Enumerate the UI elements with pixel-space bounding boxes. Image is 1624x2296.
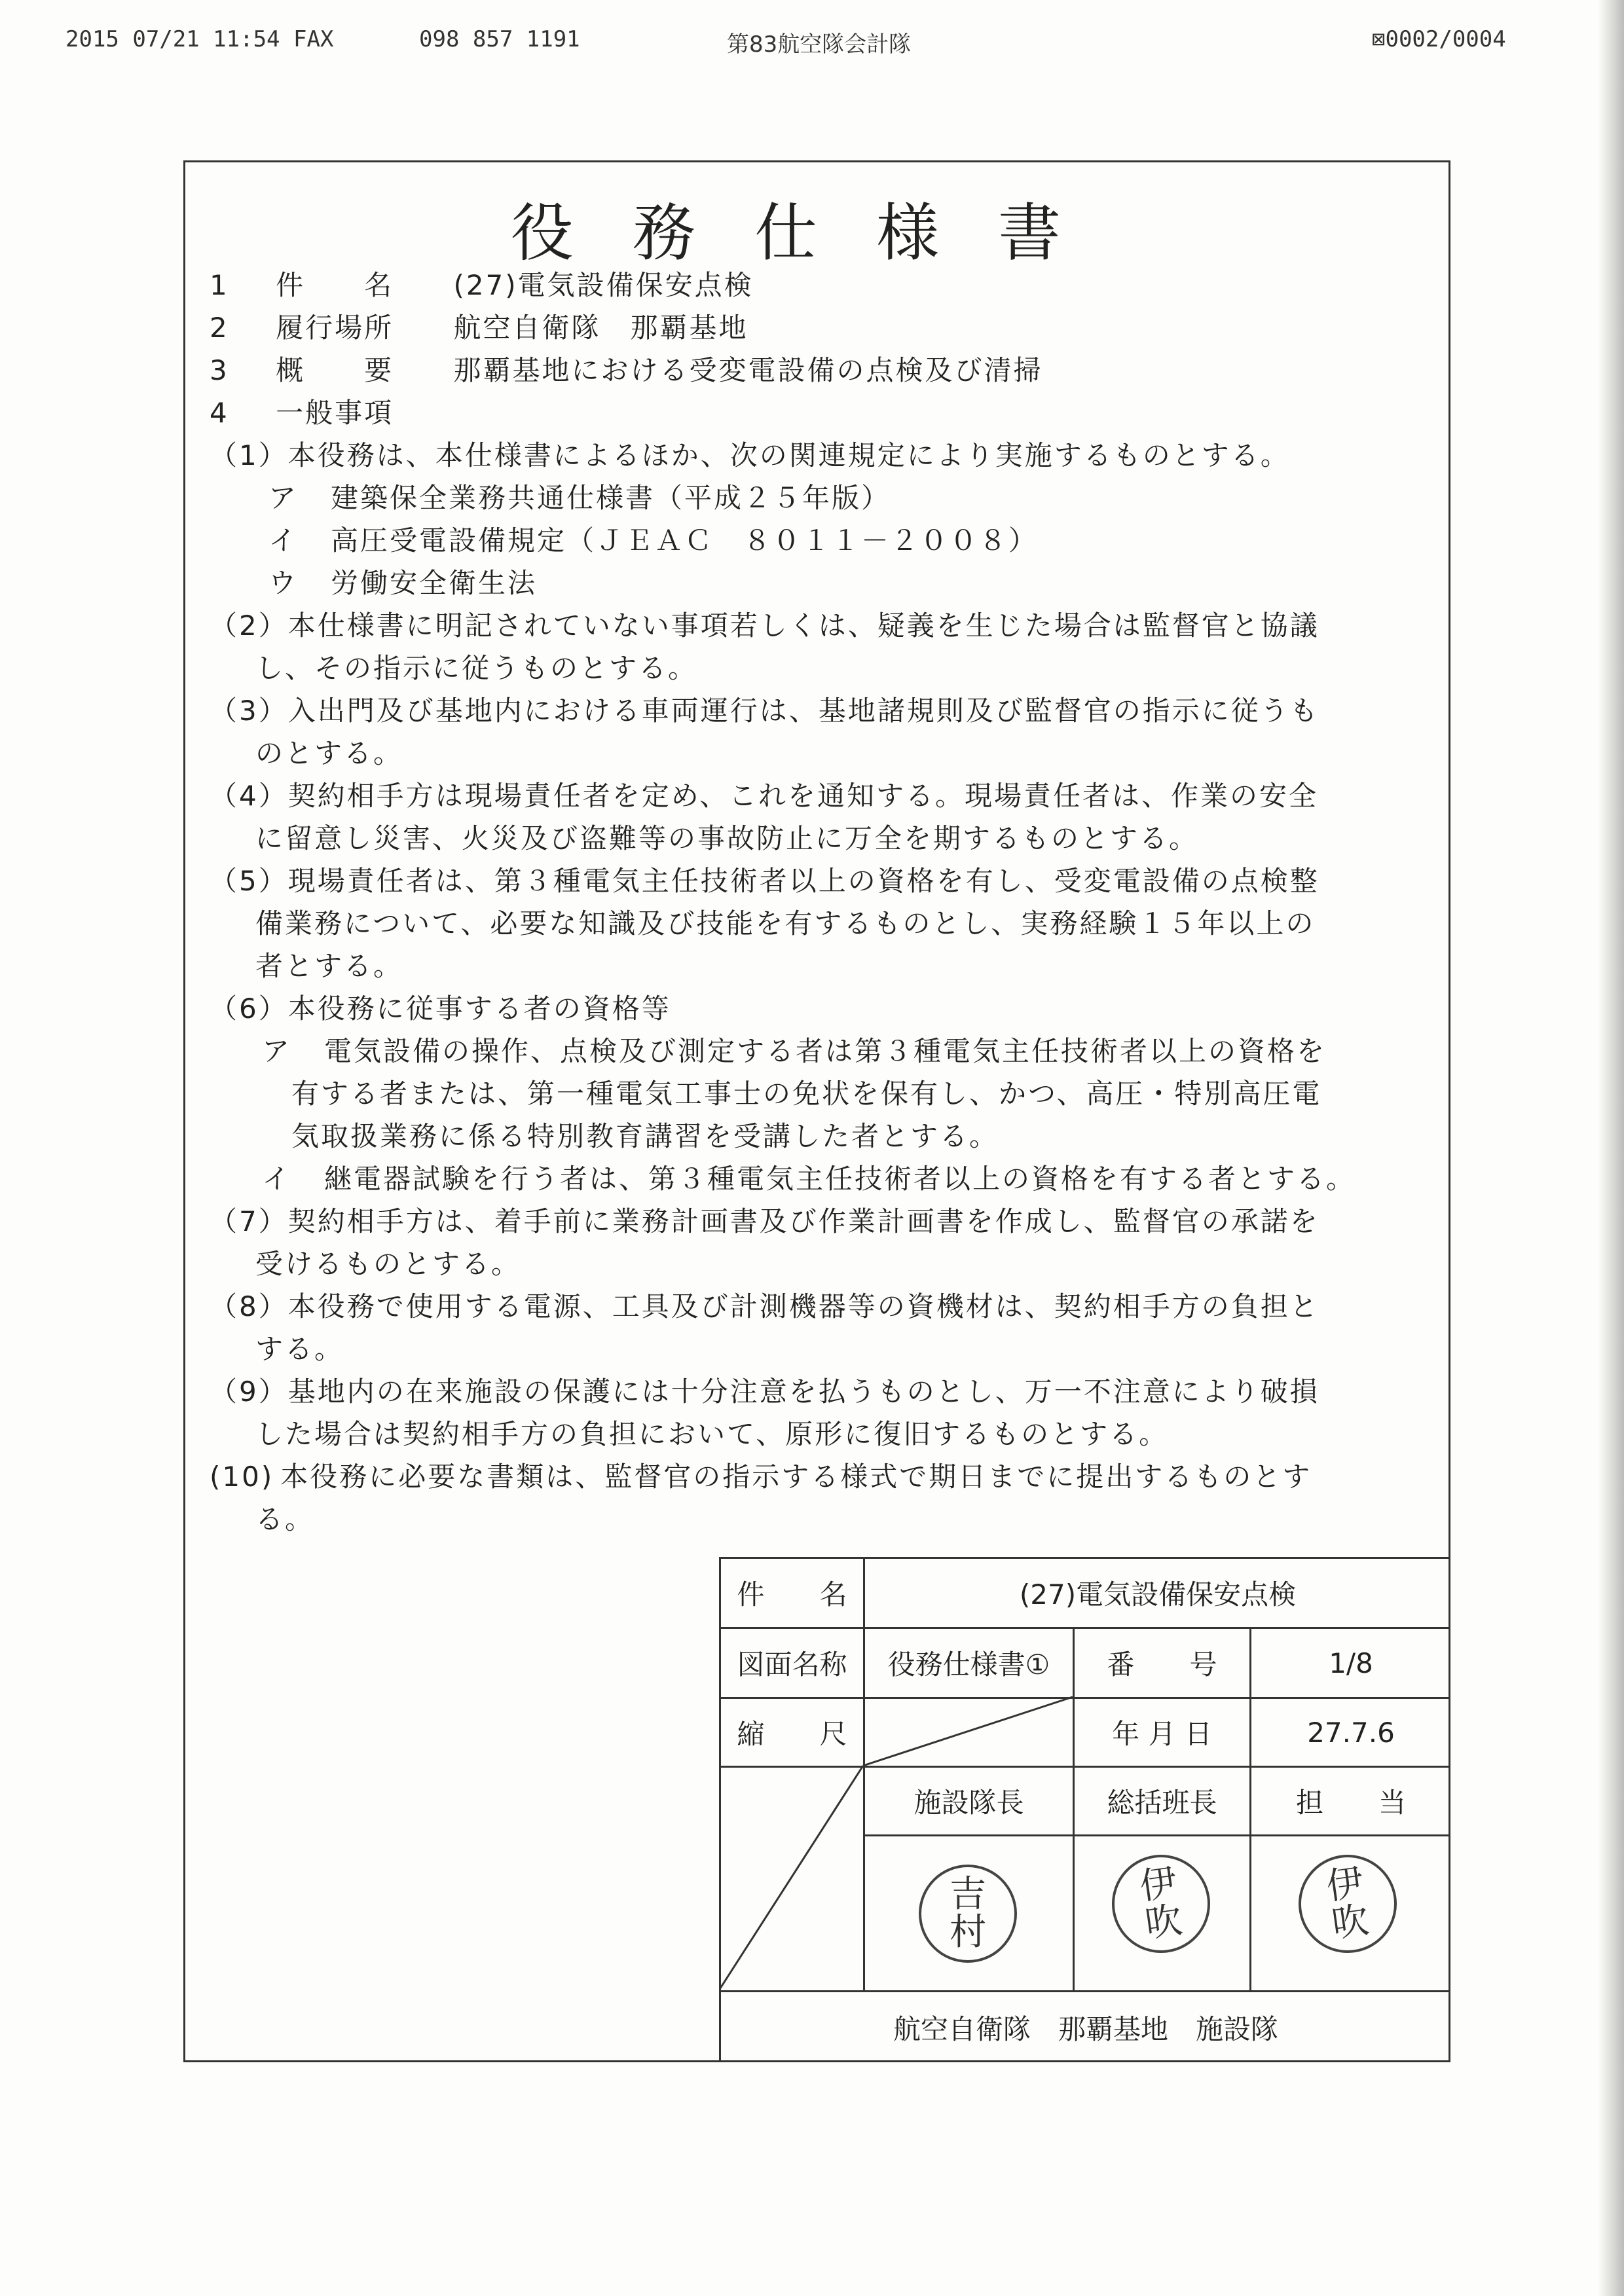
clause-5: [210, 867, 1320, 895]
clause-marker: ア: [262, 1035, 292, 1067]
clause-marker: （7）: [210, 1205, 288, 1237]
seal-char: 吉: [950, 1873, 986, 1916]
clause-marker: （5）: [210, 865, 288, 897]
clause-5-cont-2: 者とする。: [255, 950, 403, 982]
scan-edge-shadow: [1598, 0, 1624, 2296]
item-num: 3: [210, 354, 229, 386]
clause-marker: （9）: [210, 1376, 288, 1408]
clause-text: 労働安全衛生法: [331, 567, 538, 599]
clause-text: 高圧受電設備規定（ＪＥＡＣ ８０１１－２００８）: [331, 524, 1039, 556]
title-block: [719, 1557, 1450, 2062]
clause-8: [210, 1290, 1320, 1322]
clause-1-i: [268, 524, 1039, 556]
seal-char: 村: [950, 1911, 986, 1954]
tb-date-value: 27.7.6: [1249, 1697, 1450, 1766]
item-label: 一般事項: [276, 397, 394, 429]
tb-diagonal-lines: [719, 1557, 1450, 2062]
seal-char: 伊: [1137, 1861, 1180, 1908]
clause-marker: イ: [262, 1163, 292, 1195]
item-num: 1: [210, 269, 229, 301]
clause-1-a: [268, 484, 891, 512]
seal-stamp-yoshimura: [919, 1865, 1017, 1963]
clause-marker: （1）: [210, 439, 288, 471]
document-title: 役務仕様書: [511, 196, 1120, 270]
clause-text: 本仕様書に明記されていない事項若しくは、疑義を生じた場合は監督官と協議: [287, 610, 1320, 642]
clause-text: 本役務で使用する電源、工具及び計測機器等の資機材は、契約相手方の負担と: [287, 1290, 1320, 1322]
clause-text: 入出門及び基地内における車両運行は、基地諸規則及び監督官の指示に従うも: [287, 695, 1320, 727]
clause-3-cont: のとする。: [255, 737, 403, 769]
seal-char: 伊: [1323, 1861, 1367, 1908]
item-value: 那覇基地における受変電設備の点検及び清掃: [453, 354, 1043, 386]
tb-number-label: 番 号: [1073, 1627, 1249, 1697]
clause-marker: （2）: [210, 610, 288, 642]
tb-organization: 航空自衛隊 那覇基地 施設隊: [719, 1990, 1450, 2062]
seal-char: 吹: [1329, 1899, 1372, 1946]
clause-8-cont: する。: [255, 1333, 344, 1365]
clause-text: 現場責任者は、第３種電気主任技術者以上の資格を有し、受変電設備の点検整: [287, 865, 1320, 897]
clause-2-cont: し、その指示に従うものとする。: [255, 652, 698, 684]
clause-text: 建築保全業務共通仕様書（平成２５年版）: [331, 482, 891, 514]
clause-marker: ア: [268, 482, 299, 514]
tb-role-1: 施設隊長: [863, 1766, 1073, 1834]
clause-marker: イ: [268, 524, 299, 556]
item-label: 履行場所: [276, 312, 394, 344]
clause-text: 本役務に従事する者の資格等: [287, 993, 671, 1025]
tb-drawing-name-value: 役務仕様書①: [863, 1627, 1073, 1697]
seal-char: 吹: [1142, 1899, 1185, 1946]
clause-marker: （3）: [210, 695, 288, 727]
item-label: 件 名: [276, 269, 394, 301]
clause-text: 本役務は、本仕様書によるほか、次の関連規定により実施するものとする。: [287, 439, 1290, 471]
clause-1-u: [268, 567, 538, 599]
clause-text: 基地内の在来施設の保護には十分注意を払うものとし、万一不注意により破損: [287, 1376, 1320, 1408]
clause-marker: ウ: [268, 567, 299, 599]
clause-text: 電気設備の操作、点検及び測定する者は第３種電気主任技術者以上の資格を: [324, 1035, 1327, 1067]
clause-7-cont: 受けるものとする。: [255, 1248, 521, 1280]
fax-number: 098 857 1191: [419, 26, 580, 52]
clause-6-i: [262, 1165, 1356, 1193]
clause-2: [210, 612, 1320, 640]
clause-text: 継電器試験を行う者は、第３種電気主任技術者以上の資格を有する者とする。: [324, 1163, 1356, 1195]
clause-marker: （8）: [210, 1290, 288, 1322]
tb-scale-label: 縮 尺: [719, 1697, 863, 1766]
clause-4: [210, 782, 1318, 810]
clause-3: [210, 697, 1320, 725]
clause-6-a-cont-2: 気取扱業務に係る特別教育講習を受講した者とする。: [291, 1120, 999, 1152]
tb-role-3: 担 当: [1249, 1766, 1450, 1834]
item-3: [210, 354, 1043, 386]
item-value: 航空自衛隊 那覇基地: [453, 312, 748, 344]
clause-7: [210, 1205, 1320, 1237]
clause-text: 本役務に必要な書類は、監督官の指示する様式で期日までに提出するものとす: [280, 1461, 1312, 1493]
clause-marker: (10): [210, 1461, 274, 1493]
clause-1: [210, 439, 1290, 471]
fax-page: ⊠0002/0004: [1372, 26, 1506, 52]
tb-subject-value: (27)電気設備保安点検: [863, 1557, 1450, 1627]
tb-subject-label: 件 名: [719, 1557, 863, 1627]
tb-role-2: 総括班長: [1073, 1766, 1249, 1834]
clause-marker: （4）: [210, 780, 288, 812]
clause-4-cont: に留意し災害、火災及び盗難等の事故防止に万全を期するものとする。: [255, 822, 1199, 854]
tb-number-value: 1/8: [1249, 1627, 1450, 1697]
clause-9: [210, 1378, 1320, 1406]
item-2: [210, 314, 748, 342]
item-4: [210, 399, 394, 427]
clause-5-cont-1: 備業務について、必要な知識及び技能を有するものとし、実務経験１５年以上の: [255, 907, 1316, 939]
item-1: [210, 269, 754, 301]
clause-6-a-cont-1: 有する者または、第一種電気工事士の免状を保有し、かつ、高圧・特別高圧電: [291, 1078, 1322, 1110]
fax-datetime: 2015 07/21 11:54 FAX: [65, 26, 334, 52]
clause-10: [210, 1463, 1312, 1491]
fax-sender: 第83航空隊会計隊: [727, 31, 912, 58]
item-num: 4: [210, 397, 229, 429]
item-value: (27)電気設備保安点検: [453, 269, 754, 301]
clause-marker: （6）: [210, 993, 288, 1025]
tb-date-label: 年 月 日: [1073, 1697, 1249, 1766]
clause-text: 契約相手方は、着手前に業務計画書及び作業計画書を作成し、監督官の承諾を: [287, 1205, 1320, 1237]
clause-6-a: [262, 1035, 1327, 1067]
clause-10-cont: る。: [255, 1503, 315, 1535]
tb-drawing-name-label: 図面名称: [719, 1627, 863, 1697]
item-label: 概 要: [276, 354, 394, 386]
item-num: 2: [210, 312, 229, 344]
clause-6: [210, 995, 671, 1023]
clause-9-cont: した場合は契約相手方の負担において、原形に復旧するものとする。: [255, 1418, 1169, 1450]
clause-text: 契約相手方は現場責任者を定め、これを通知する。現場責任者は、作業の安全: [287, 780, 1319, 812]
